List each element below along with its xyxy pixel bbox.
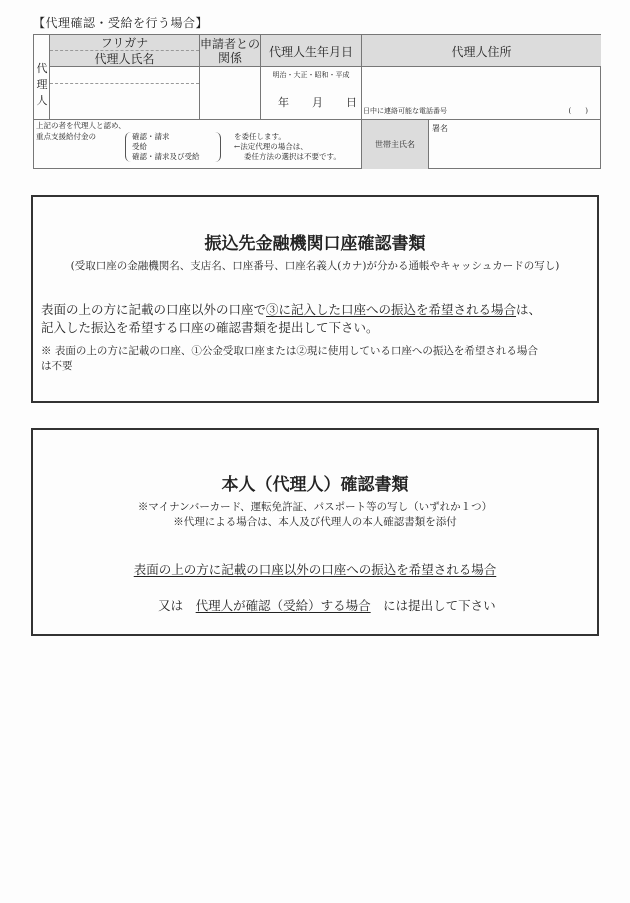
delegation-suffix2: ←法定代理の場合は、 xyxy=(234,142,308,151)
identity-body-line1: 表面の上の方に記載の口座以外の口座への振込を希望される場合 xyxy=(133,562,497,577)
side-char: 理 xyxy=(36,78,48,91)
agent-side-label xyxy=(34,61,50,109)
year-label: 年 xyxy=(278,96,289,109)
signature-label: 署名 xyxy=(432,124,448,133)
signature-field[interactable] xyxy=(429,120,601,169)
agent-form-table xyxy=(33,34,601,169)
option-confirm-request-and-receive[interactable]: 確認・請求及び受給 xyxy=(132,152,200,161)
relationship-input[interactable] xyxy=(200,67,260,119)
identity-box-body xyxy=(33,561,597,633)
bank-note-line1: ※ 表面の上の方に記載の口座、①公金受取口座または②現に使用している口座への振込を希望される場合 xyxy=(41,345,538,357)
identity-box-title: 本人（代理人）確認書類 xyxy=(221,475,409,495)
delegation-suffix3: 委任方法の選択は不要です。 xyxy=(244,152,341,161)
delegation-suffix1: を委任します。 xyxy=(234,132,286,141)
birthdate-input[interactable] xyxy=(261,67,361,119)
bank-body-underlined: ③に記入した口座への振込を希望される場合 xyxy=(266,302,517,317)
agent-name-input[interactable] xyxy=(50,84,199,119)
era-options: 明治・大正・昭和・平成 xyxy=(272,71,350,79)
delegation-statement xyxy=(36,121,361,169)
month-label: 月 xyxy=(312,96,323,109)
delegation-options[interactable] xyxy=(125,132,221,162)
agent-name-header: 代理人氏名 xyxy=(94,51,155,66)
identity-body-underlined: 代理人が確認（受給）する場合 xyxy=(195,598,371,613)
day-label: 日 xyxy=(346,96,357,109)
agent-section-title: 【代理確認・受給を行う場合】 xyxy=(33,16,209,30)
phone-parens: ( ) xyxy=(568,107,588,115)
address-input[interactable] xyxy=(362,67,601,119)
bank-body-line2: 記入した振込を希望する口座の確認書類を提出して下さい。 xyxy=(41,320,379,335)
side-char: 人 xyxy=(36,94,48,107)
furigana-input[interactable] xyxy=(50,67,199,83)
identity-body-pre: 又は xyxy=(158,598,196,613)
bank-box-subtitle: (受取口座の金融機関名、支店名、口座番号、口座名義人(カナ)が分かる通帳やキャッシュカードの写し) xyxy=(70,260,560,272)
bank-account-docs-box xyxy=(31,195,599,403)
address-header: 代理人住所 xyxy=(451,44,512,59)
relationship-header-line2: 関係 xyxy=(217,51,242,65)
side-char: 代 xyxy=(36,62,48,75)
bank-note-line2: は不要 xyxy=(41,360,73,372)
identity-sub2: ※代理による場合は、本人及び代理人の本人確認書類を添付 xyxy=(173,516,457,528)
identity-sub1: ※マイナンバーカード、運転免許証、パスポート等の写し（いずれか１つ） xyxy=(137,501,493,513)
household-head-label: 世帯主氏名 xyxy=(375,140,415,149)
furigana-header: フリガナ xyxy=(100,36,149,50)
bank-body-post: は、 xyxy=(516,302,542,317)
delegation-line1: 上記の者を代理人と認め、 xyxy=(36,121,126,130)
option-receive[interactable]: 受給 xyxy=(132,142,147,151)
identity-docs-box xyxy=(31,428,599,636)
relationship-header-line1: 申請者との xyxy=(200,37,261,51)
relationship-header xyxy=(200,35,260,67)
identity-body-post: には提出して下さい xyxy=(370,598,496,613)
bank-box-note xyxy=(41,344,538,374)
phone-label: 日中に連絡可能な電話番号 xyxy=(363,107,447,115)
option-confirm-request[interactable]: 確認・請求 xyxy=(132,132,170,141)
delegation-prefix: 重点支援給付金の xyxy=(36,132,96,141)
bank-box-title: 振込先金融機関口座確認書類 xyxy=(204,234,426,254)
bank-body-pre: 表面の上の方に記載の口座以外の口座で xyxy=(41,302,267,317)
birthdate-header: 代理人生年月日 xyxy=(268,44,353,59)
identity-box-subs xyxy=(33,500,597,530)
bank-box-body xyxy=(41,301,541,337)
